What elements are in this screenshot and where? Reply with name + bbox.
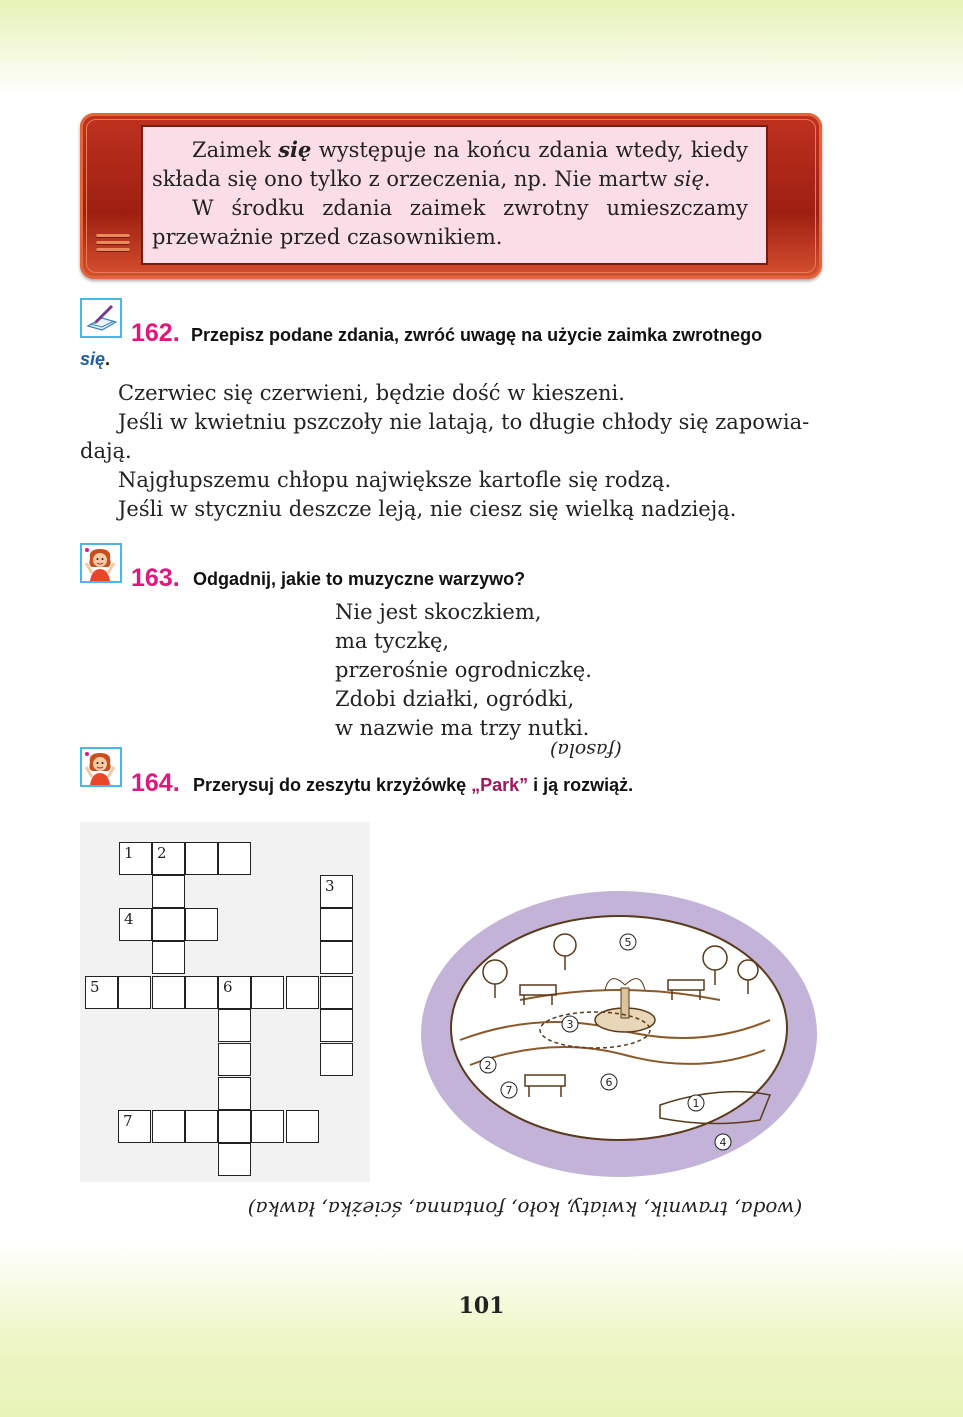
crossword-cell	[185, 908, 218, 941]
crossword-cell	[218, 842, 251, 875]
crossword-cell: 3	[320, 875, 353, 908]
crossword-cell	[320, 908, 353, 941]
crossword-cell: 2	[152, 842, 185, 875]
crossword-cell	[152, 875, 185, 908]
sentence-line: Jeśli w kwietniu pszczoły nie latają, to długie chłody się zapowia-	[118, 410, 810, 434]
picture-marker: 1	[692, 1097, 700, 1110]
picture-marker: 3	[566, 1018, 574, 1031]
exercise-number-164: 164.	[131, 769, 180, 797]
crossword-cell	[320, 1043, 353, 1076]
exercise-command-162: Przepisz podane zdania, zwróć uwagę na użycie zaimka zwrotnego	[191, 325, 763, 345]
poem-line: Zdobi działki, ogródki,	[335, 687, 575, 711]
crossword-cell	[251, 1110, 284, 1143]
sentence-line: Najgłupszemu chłopu największe kartofle się rodzą.	[118, 468, 672, 492]
exercise-command-164: Przerysuj do zeszytu krzyżówkę „Park” i ją rozwiąż.	[193, 775, 634, 795]
frame-vents-decoration	[96, 234, 130, 255]
park-illustration	[420, 890, 818, 1178]
crossword-cell	[185, 842, 218, 875]
exercise-command-162-cont: się.	[80, 349, 111, 369]
thinking-girl-icon	[80, 747, 122, 787]
crossword-cell	[251, 976, 284, 1009]
crossword-cell	[118, 976, 151, 1009]
crossword-cell	[218, 1077, 251, 1110]
crossword-cell	[320, 1009, 353, 1042]
picture-marker: 5	[624, 936, 632, 949]
crossword-cell	[152, 1110, 185, 1143]
picture-marker: 4	[719, 1136, 727, 1149]
picture-marker: 6	[605, 1076, 613, 1089]
picture-marker: 7	[505, 1084, 513, 1097]
crossword-cell	[152, 941, 185, 974]
sentence-line: Jeśli w styczniu deszcze leją, nie ciesz się wielką nadzieją.	[118, 497, 737, 521]
crossword-cell	[185, 1110, 218, 1143]
sentence-line: dają.	[80, 439, 132, 463]
rule-text: Zaimek się występuje na końcu zdania wtedy, kiedy składa się ono tylko z orzeczenia, np. Nie martw się. W środku zdania zaimek zwrotny umieszczamy przeważnie przed czasownikiem.	[152, 137, 748, 249]
crossword-cell: 7	[118, 1110, 151, 1143]
poem-line: Nie jest skoczkiem,	[335, 600, 542, 624]
crossword-cell	[320, 941, 353, 974]
exercise-number-162: 162.	[131, 319, 180, 347]
crossword-cell	[218, 1143, 251, 1176]
crossword-answers-upside-down: (woda, trawnik, kwiaty, koło, fontanna, ścieżka, ławka)	[247, 1197, 803, 1221]
exercise-number-163: 163.	[131, 564, 180, 592]
crossword-cell: 5	[85, 976, 118, 1009]
notebook-pen-icon	[80, 298, 122, 338]
exercise-command-163: Odgadnij, jakie to muzyczne warzywo?	[193, 569, 526, 589]
crossword-cell	[320, 976, 353, 1009]
page-number: 101	[458, 1293, 505, 1319]
thinking-girl-icon	[80, 543, 122, 583]
crossword-cell	[218, 1043, 251, 1076]
crossword-cell	[286, 976, 319, 1009]
sentence-line: Czerwiec się czerwieni, będzie dość w kieszeni.	[118, 381, 625, 405]
riddle-answer-upside-down: (fasola)	[550, 739, 622, 761]
crossword-cell	[286, 1110, 319, 1143]
crossword-cell: 6	[218, 976, 251, 1009]
crossword-cell: 4	[119, 908, 152, 941]
poem-line: przerośnie ogrodniczkę.	[335, 658, 592, 682]
crossword-cell	[152, 908, 185, 941]
crossword-cell	[152, 976, 185, 1009]
crossword-cell	[218, 1110, 251, 1143]
crossword-cell	[218, 1009, 251, 1042]
crossword-cell	[185, 976, 218, 1009]
picture-marker: 2	[484, 1059, 492, 1072]
poem-line: w nazwie ma trzy nutki.	[335, 716, 590, 740]
poem-line: ma tyczkę,	[335, 629, 450, 653]
crossword-cell: 1	[119, 842, 152, 875]
